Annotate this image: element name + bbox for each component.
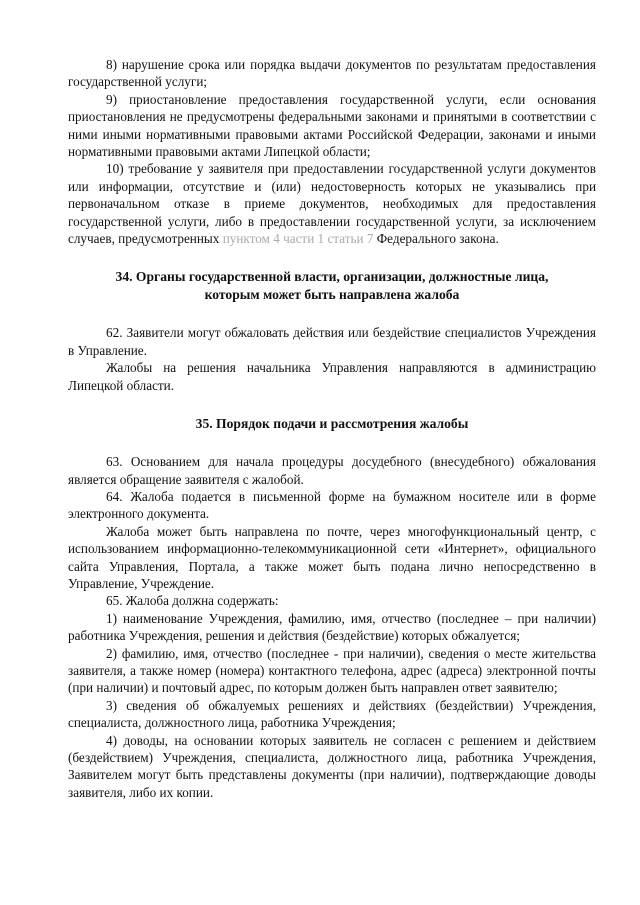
paragraph-item-10	[68, 160, 596, 247]
item-10-text: 10) требование у заявителя при предоставлении государственной услуги документов или информации, отсутствие и (или) недостоверность которых не указывались при первоначальном отказе в приеме документов, необходимых для предоставления государственной услуги, либо в предоставлении государственной услуги, за исключением случаев, предусмотренных	[68, 161, 596, 247]
paragraph-65: 65. Жалоба должна содержать:	[106, 593, 279, 609]
paragraph-62: 62. Заявители могут обжаловать действия или бездействие специалистов Учреждения в Управление.	[68, 325, 596, 358]
section-35-heading: 35. Порядок подачи и рассмотрения жалобы	[195, 416, 469, 432]
paragraph-63: 63. Основанием для начала процедуры досудебного (внесудебного) обжалования является обращение заявителя с жалобой.	[68, 454, 596, 487]
item-10-end: Федерального закона.	[373, 231, 499, 247]
paragraph-64: 64. Жалоба подается в письменной форме на бумажном носителе или в форме электронного документа.	[68, 488, 596, 522]
paragraph-65-item-3: 3) сведения об обжалуемых решениях и действиях (бездействии) Учреждения, специалиста, должностного лица, работника Учреждения;	[68, 697, 596, 731]
paragraph-65-item-1: 1) наименование Учреждения, фамилию, имя, отчество (последнее – при наличии) работника Учреждения, решения и действия (бездействие) которых обжалуется;	[68, 610, 596, 644]
item-10-reference: пунктом 4 части 1 статьи 7	[219, 231, 374, 247]
paragraph-64-delivery: Жалоба может быть направлена по почте, через многофункциональный центр, с использованием информационно-телекоммуникационной сети «Интернет», официального сайта Управления, Портала, а также может быть подана лично непосредственно в Управление, Учреждение.	[68, 523, 596, 591]
paragraph-65-item-2: 2) фамилию, имя, отчество (последнее - при наличии), сведения о месте жительства заявителя, а также номер (номера) контактного телефона, адрес (адреса) электронной почты (при наличии) и почтовый адрес, по которым должен быть направлен ответ заявителю;	[68, 645, 596, 696]
section-34-title-line1: 34. Органы государственной власти, организации, должностные лица,	[115, 269, 549, 285]
paragraph-62-complaints: Жалобы на решения начальника Управления направляются в администрацию Липецкой области.	[68, 360, 596, 393]
section-34-title-line2: которым может быть направлена жалоба	[204, 287, 460, 303]
paragraph-item-8: 8) нарушение срока или порядка выдачи документов по результатам предоставления государственной услуги;	[68, 57, 596, 90]
paragraph-item-9: 9) приостановление предоставления государственной услуги, если основания приостановления не предусмотрены федеральными законами и принятыми в соответствии с ними иными нормативными правовыми актами Российской Федерации, законами и иными нормативными правовыми актами Липецкой области;	[68, 91, 596, 160]
section-34-heading	[68, 268, 596, 304]
paragraph-65-item-4: 4) доводы, на основании которых заявитель не согласен с решением и действием (бездействием) Учреждения, специалиста, должностного лица, работника Учреждения, Заявителем могут быть представлены документы (при наличии), подтверждающие доводы заявителя, либо их копии.	[68, 732, 596, 800]
